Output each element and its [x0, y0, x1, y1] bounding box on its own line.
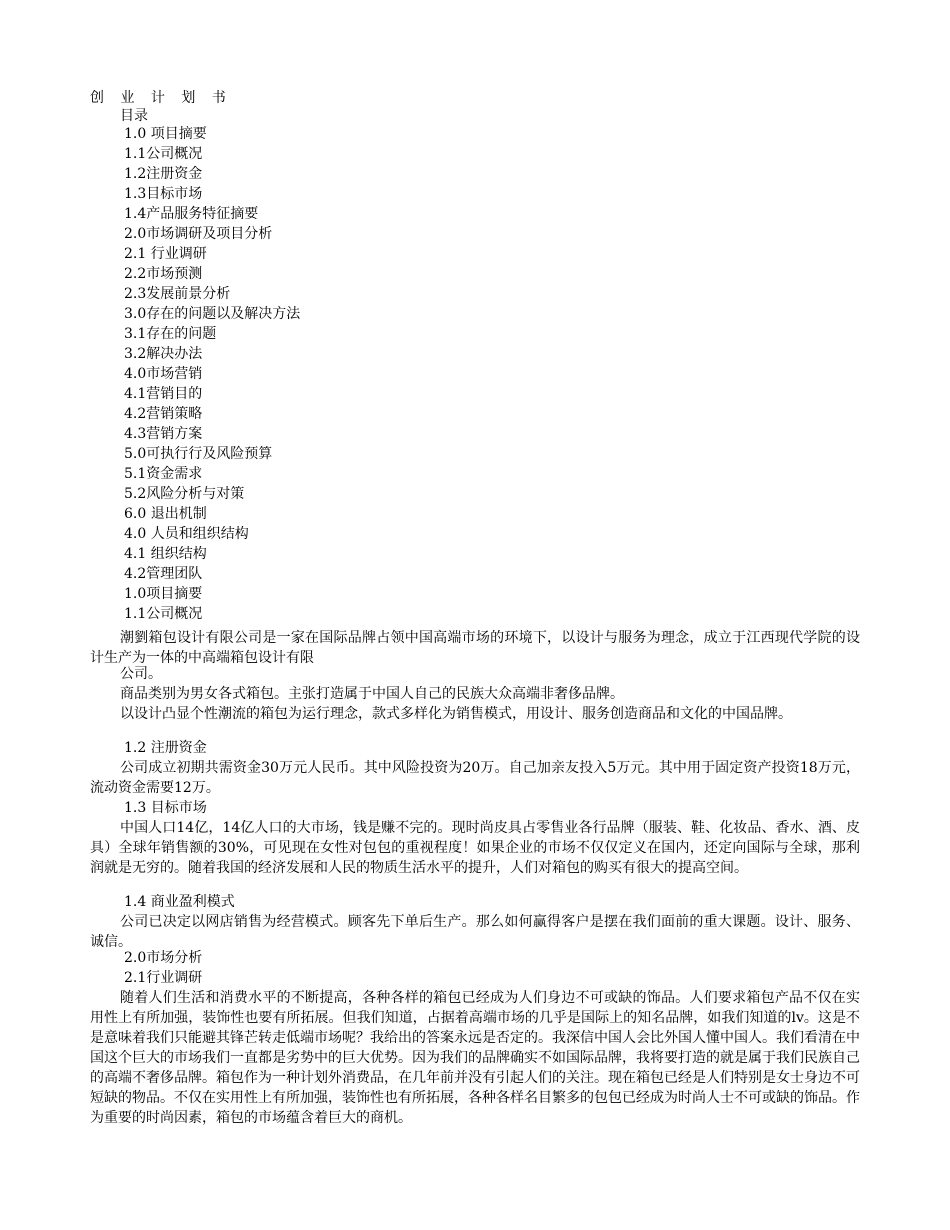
paragraph-capital: 公司成立初期共需资金30万元人民币。其中风险投资为20万。自己加亲友投入5万元。其中用于固定资产投资18万元，流动资金需要12万。	[90, 760, 860, 796]
toc-item: 1.2注册资金	[124, 166, 203, 182]
paragraph-concept: 以设计凸显个性潮流的箱包为运行理念，款式多样化为销售模式，用设计、服务创造商品和文化的中国品牌。	[120, 706, 792, 722]
toc-item: 4.3营销方案	[124, 426, 203, 442]
toc-item: 1.4产品服务特征摘要	[124, 206, 259, 222]
toc-item: 2.3发展前景分析	[124, 286, 231, 302]
toc-item: 4.0市场营销	[124, 366, 203, 382]
toc-item: 4.0 人员和组织结构	[124, 526, 249, 542]
paragraph-company-overview: 潮劉箱包设计有限公司是一家在国际品牌占领中国高端市场的环境下，以设计与服务为理念，成立于江西现代学院的设计生产为一体的中高端箱包设计有限	[90, 630, 860, 666]
section-heading-industry-research: 2.1行业调研	[124, 970, 203, 986]
document-title: 创 业 计 划 书	[90, 90, 232, 106]
section-heading-profit-model: 1.4 商业盈利模式	[124, 894, 235, 910]
toc-item: 5.1资金需求	[124, 466, 203, 482]
toc-item: 1.1公司概况	[124, 146, 203, 162]
toc-item: 2.2市场预测	[124, 266, 203, 282]
toc-item: 3.2解决办法	[124, 346, 203, 362]
section-heading-market-analysis: 2.0市场分析	[124, 950, 203, 966]
toc-item: 1.3目标市场	[124, 186, 203, 202]
toc-item: 5.2风险分析与对策	[124, 486, 245, 502]
section-heading: 1.0项目摘要	[124, 586, 203, 602]
paragraph-product-category: 商品类别为男女各式箱包。主张打造属于中国人自己的民族大众高端非奢侈品牌。	[120, 686, 624, 702]
section-heading: 1.1公司概况	[124, 606, 203, 622]
paragraph-industry-research: 随着人们生活和消费水平的不断提高，各种各样的箱包已经成为人们身边不可或缺的饰品。人们要求箱包产品不仅在实用性上有所加强，装饰性也要有所拓展。但我们知道，占据着高端市场的几乎是国际上的知名品牌，如我们知道的lv。这是不是意味着我们只能避其锋芒转走低端市场呢？我给出的答案永远是否定的。我深信中国人会比外国人懂中国人。我们看清在中国这个巨大的市场我们一直都是劣势中的巨大优势。因为我们的品牌确实不如国际品牌，我将要打造的就是属于我们民族自己的高端不奢侈品牌。箱包作为一种计划外消费品，在几年前并没有引起人们的关注。现在箱包已经是人们特别是女士身边不可短缺的物品。不仅在实用性上有所加强，装饰性也有所拓展，各种各样名目繁多的包包已经成为时尚人士不可或缺的饰品。作为重要的时尚因素，箱包的市场蕴含着巨大的商机。	[90, 990, 860, 1126]
toc-item: 1.0 项目摘要	[124, 126, 207, 142]
paragraph-profit-model: 公司已决定以网店销售为经营模式。顾客先下单后生产。那么如何赢得客户是摆在我们面前的重大课题。设计、服务、诚信。	[90, 914, 860, 950]
toc-item: 4.2营销策略	[124, 406, 203, 422]
section-heading-capital: 1.2 注册资金	[124, 740, 207, 756]
section-heading-target-market: 1.3 目标市场	[124, 800, 207, 816]
toc-label: 目录	[120, 108, 148, 124]
paragraph-company-overview-end: 公司。	[120, 666, 162, 682]
toc-item: 5.0可执行行及风险预算	[124, 446, 273, 462]
toc-item: 2.1 行业调研	[124, 246, 207, 262]
paragraph-target-market: 中国人口14亿，14亿人口的大市场，钱是赚不完的。现时尚皮具占零售业各行品牌（服装、鞋、化妆品、香水、酒、皮具）全球年销售额的30%，可见现在女性对包包的重视程度！如果企业的市场不仅仅定义在国内，还定向国际与全球，那利润就是无穷的。随着我国的经济发展和人民的物质生活水平的提升，人们对箱包的购买有很大的提高空间。	[90, 820, 860, 876]
toc-item: 2.0市场调研及项目分析	[124, 226, 273, 242]
toc-item: 6.0 退出机制	[124, 506, 207, 522]
toc-item: 3.0存在的问题以及解决方法	[124, 306, 301, 322]
toc-item: 4.1 组织结构	[124, 546, 207, 562]
toc-item: 4.2管理团队	[124, 566, 203, 582]
toc-item: 4.1营销目的	[124, 386, 203, 402]
toc-item: 3.1存在的问题	[124, 326, 217, 342]
